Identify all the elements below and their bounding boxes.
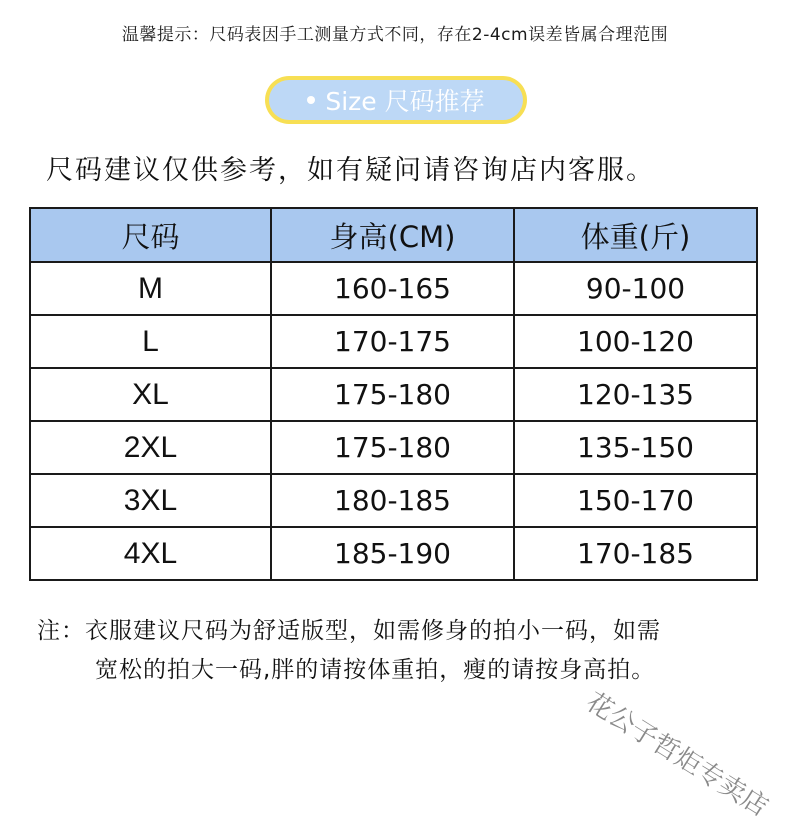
size-cell: L [30, 315, 271, 368]
fit-note-line-2: 宽松的拍大一码,胖的请按体重拍，瘦的请按身高拍。 [95, 657, 656, 683]
size-cell: 2XL [30, 421, 271, 474]
height-cell: 170-175 [271, 315, 514, 368]
table-row [30, 262, 757, 315]
size-cell: M [30, 262, 271, 315]
fit-note-line-1: 注：衣服建议尺码为舒适版型，如需修身的拍小一码，如需 [37, 618, 661, 644]
header-weight: 体重(斤) [514, 208, 757, 262]
height-cell: 180-185 [271, 474, 514, 527]
size-recommend-badge [265, 76, 527, 124]
header-size: 尺码 [30, 208, 271, 262]
weight-cell: 120-135 [514, 368, 757, 421]
measurement-notice: 温馨提示：尺码表因手工测量方式不同，存在2-4cm误差皆属合理范围 [121, 25, 669, 45]
table-row [30, 315, 757, 368]
table-row [30, 421, 757, 474]
height-cell: 160-165 [271, 262, 514, 315]
size-cell: 4XL [30, 527, 271, 580]
table-header-row [30, 208, 757, 262]
size-cell: XL [30, 368, 271, 421]
table-row [30, 368, 757, 421]
table-row [30, 527, 757, 580]
store-watermark: 花公子哲炬专卖店 [580, 687, 774, 823]
weight-cell: 100-120 [514, 315, 757, 368]
table-row [30, 474, 757, 527]
weight-cell: 90-100 [514, 262, 757, 315]
weight-cell: 150-170 [514, 474, 757, 527]
height-cell: 185-190 [271, 527, 514, 580]
size-recommend-badge-inner [269, 80, 523, 120]
size-chart-table [29, 207, 758, 581]
badge-label: Size 尺码推荐 [325, 87, 485, 116]
size-cell: 3XL [30, 474, 271, 527]
bullet-dot-icon [307, 96, 315, 104]
weight-cell: 170-185 [514, 527, 757, 580]
height-cell: 175-180 [271, 421, 514, 474]
size-advice-subtitle: 尺码建议仅供参考，如有疑问请咨询店内客服。 [46, 155, 655, 186]
header-height: 身高(CM) [271, 208, 514, 262]
height-cell: 175-180 [271, 368, 514, 421]
weight-cell: 135-150 [514, 421, 757, 474]
